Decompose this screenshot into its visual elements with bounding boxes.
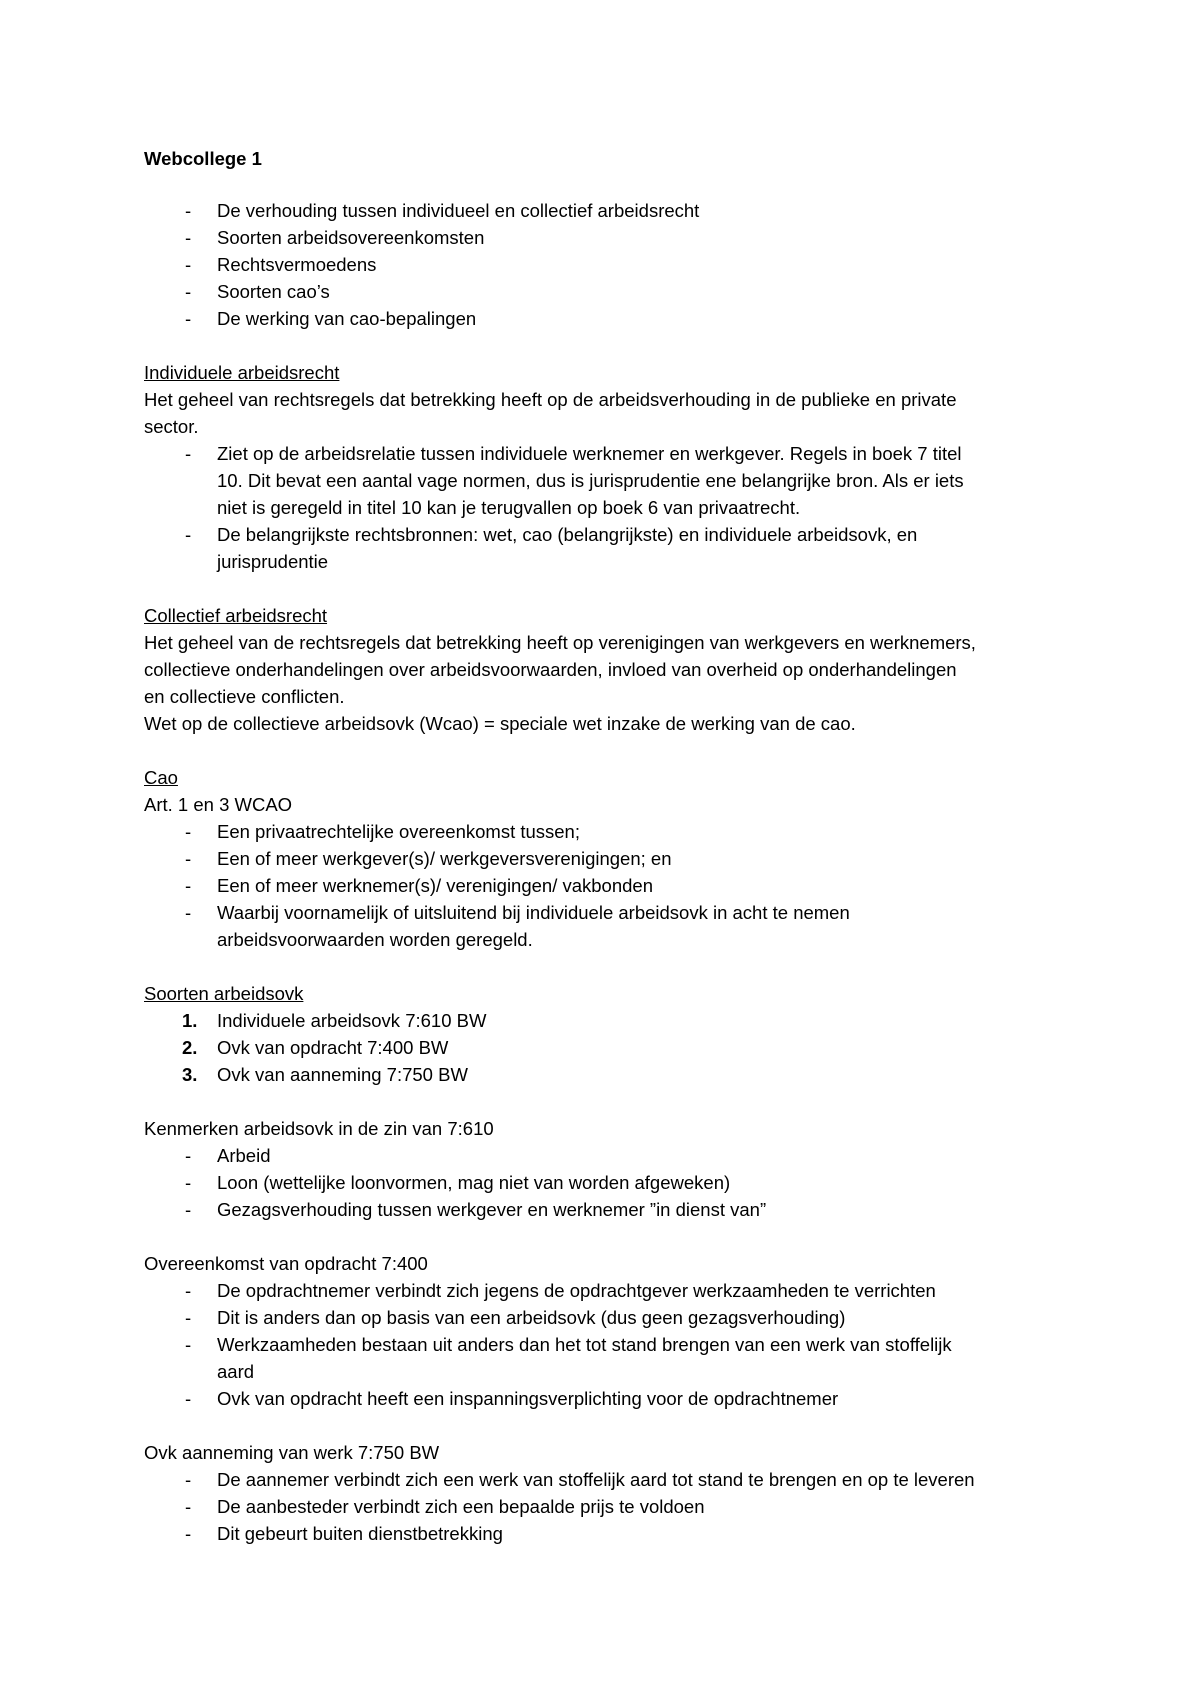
- list-item: - De aanbesteder verbindt zich een bepaalde prijs te voldoen: [144, 1493, 1110, 1520]
- section-heading-individueel: Individuele arbeidsrecht: [144, 362, 340, 383]
- kenmerken-list: [144, 1142, 1110, 1223]
- dash-bullet: -: [185, 902, 192, 923]
- list-item: - De belangrijkste rechtsbronnen: wet, cao (belangrijkste) en individuele arbeidsovk, en jurisprudentie: [144, 521, 1110, 575]
- list-item: - Loon (wettelijke loonvormen, mag niet van worden afgeweken): [144, 1169, 1110, 1196]
- list-item: - De aannemer verbindt zich een werk van stoffelijk aard tot stand te brengen en op te leveren: [144, 1466, 1110, 1493]
- section-heading-aanneming: Ovk aanneming van werk 7:750 BW: [144, 1442, 440, 1463]
- document-title: Webcollege 1: [144, 148, 262, 169]
- dash-bullet: -: [185, 281, 192, 302]
- dash-bullet: -: [185, 1334, 192, 1355]
- section-text: Wet op de collectieve arbeidsovk (Wcao) = speciale wet inzake de werking van de cao.: [144, 713, 856, 734]
- dash-bullet: -: [185, 308, 192, 329]
- list-number: 2.: [182, 1037, 198, 1058]
- list-item: - Ziet op de arbeidsrelatie tussen individuele werknemer en werkgever. Regels in boek 7 titel 10. Dit bevat een aantal vage normen, dus is jurisprudentie ene belangrijke bron. Als er iets niet is geregeld in titel 10 kan je terugvallen op boek 6 van privaatrecht.: [144, 440, 1110, 521]
- dash-bullet: -: [185, 1199, 192, 1220]
- section-heading-collectief: Collectief arbeidsrecht: [144, 605, 328, 626]
- individueel-list: [144, 440, 1110, 575]
- dash-bullet: -: [185, 1172, 192, 1193]
- list-item: - Rechtsvermoedens: [144, 251, 1110, 278]
- list-item: - Gezagsverhouding tussen werkgever en werknemer ”in dienst van”: [144, 1196, 1110, 1223]
- section-text: Het geheel van rechtsregels dat betrekking heeft op de arbeidsverhouding in de publieke en private: [144, 389, 957, 410]
- dash-bullet: -: [185, 1523, 192, 1544]
- dash-bullet: -: [185, 524, 192, 545]
- list-item: 3. Ovk van aanneming 7:750 BW: [144, 1061, 1110, 1088]
- section-heading-cao: Cao: [144, 767, 178, 788]
- list-item: - Dit is anders dan op basis van een arbeidsovk (dus geen gezagsverhouding): [144, 1304, 1110, 1331]
- list-item: 2. Ovk van opdracht 7:400 BW: [144, 1034, 1110, 1061]
- dash-bullet: -: [185, 200, 192, 221]
- aanneming-list: [144, 1466, 1110, 1547]
- list-item: - De opdrachtnemer verbindt zich jegens de opdrachtgever werkzaamheden te verrichten: [144, 1277, 1110, 1304]
- soorten-list: [144, 1007, 1110, 1088]
- list-item: - Ovk van opdracht heeft een inspanningsverplichting voor de opdrachtnemer: [144, 1385, 1110, 1412]
- section-text: Het geheel van de rechtsregels dat betrekking heeft op verenigingen van werkgevers en werknemers,: [144, 632, 976, 653]
- cao-list: [144, 818, 1110, 953]
- list-item: - Een of meer werknemer(s)/ verenigingen/ vakbonden: [144, 872, 1110, 899]
- dash-bullet: -: [185, 1496, 192, 1517]
- list-item: - De verhouding tussen individueel en collectief arbeidsrecht: [144, 197, 1110, 224]
- list-item: - Soorten arbeidsovereenkomsten: [144, 224, 1110, 251]
- list-number: 3.: [182, 1064, 198, 1085]
- dash-bullet: -: [185, 821, 192, 842]
- list-item: 1. Individuele arbeidsovk 7:610 BW: [144, 1007, 1110, 1034]
- list-item: - De werking van cao-bepalingen: [144, 305, 1110, 332]
- list-item: - Waarbij voornamelijk of uitsluitend bij individuele arbeidsovk in acht te nemen arbeidsvoorwaarden worden geregeld.: [144, 899, 1110, 953]
- list-item: - Een privaatrechtelijke overeenkomst tussen;: [144, 818, 1110, 845]
- dash-bullet: -: [185, 1469, 192, 1490]
- dash-bullet: -: [185, 875, 192, 896]
- dash-bullet: -: [185, 1280, 192, 1301]
- dash-bullet: -: [185, 1388, 192, 1409]
- dash-bullet: -: [185, 443, 192, 464]
- intro-list: [144, 197, 1110, 332]
- opdracht-list: [144, 1277, 1110, 1412]
- section-heading-kenmerken: Kenmerken arbeidsovk in de zin van 7:610: [144, 1118, 494, 1139]
- list-item: - Soorten cao’s: [144, 278, 1110, 305]
- section-heading-soorten: Soorten arbeidsovk: [144, 983, 304, 1004]
- list-item: - Een of meer werkgever(s)/ werkgeversverenigingen; en: [144, 845, 1110, 872]
- list-number: 1.: [182, 1010, 198, 1031]
- section-subline: Art. 1 en 3 WCAO: [144, 794, 293, 815]
- section-text: sector.: [144, 416, 199, 437]
- section-heading-opdracht: Overeenkomst van opdracht 7:400: [144, 1253, 428, 1274]
- list-item: - Dit gebeurt buiten dienstbetrekking: [144, 1520, 1110, 1547]
- list-item: - Arbeid: [144, 1142, 1110, 1169]
- dash-bullet: -: [185, 1307, 192, 1328]
- dash-bullet: -: [185, 1145, 192, 1166]
- section-text: en collectieve conflicten.: [144, 686, 345, 707]
- dash-bullet: -: [185, 254, 192, 275]
- list-item: - Werkzaamheden bestaan uit anders dan het tot stand brengen van een werk van stoffelijk aard: [144, 1331, 1110, 1385]
- dash-bullet: -: [185, 227, 192, 248]
- section-text: collectieve onderhandelingen over arbeidsvoorwaarden, invloed van overheid op onderhandelingen: [144, 659, 957, 680]
- dash-bullet: -: [185, 848, 192, 869]
